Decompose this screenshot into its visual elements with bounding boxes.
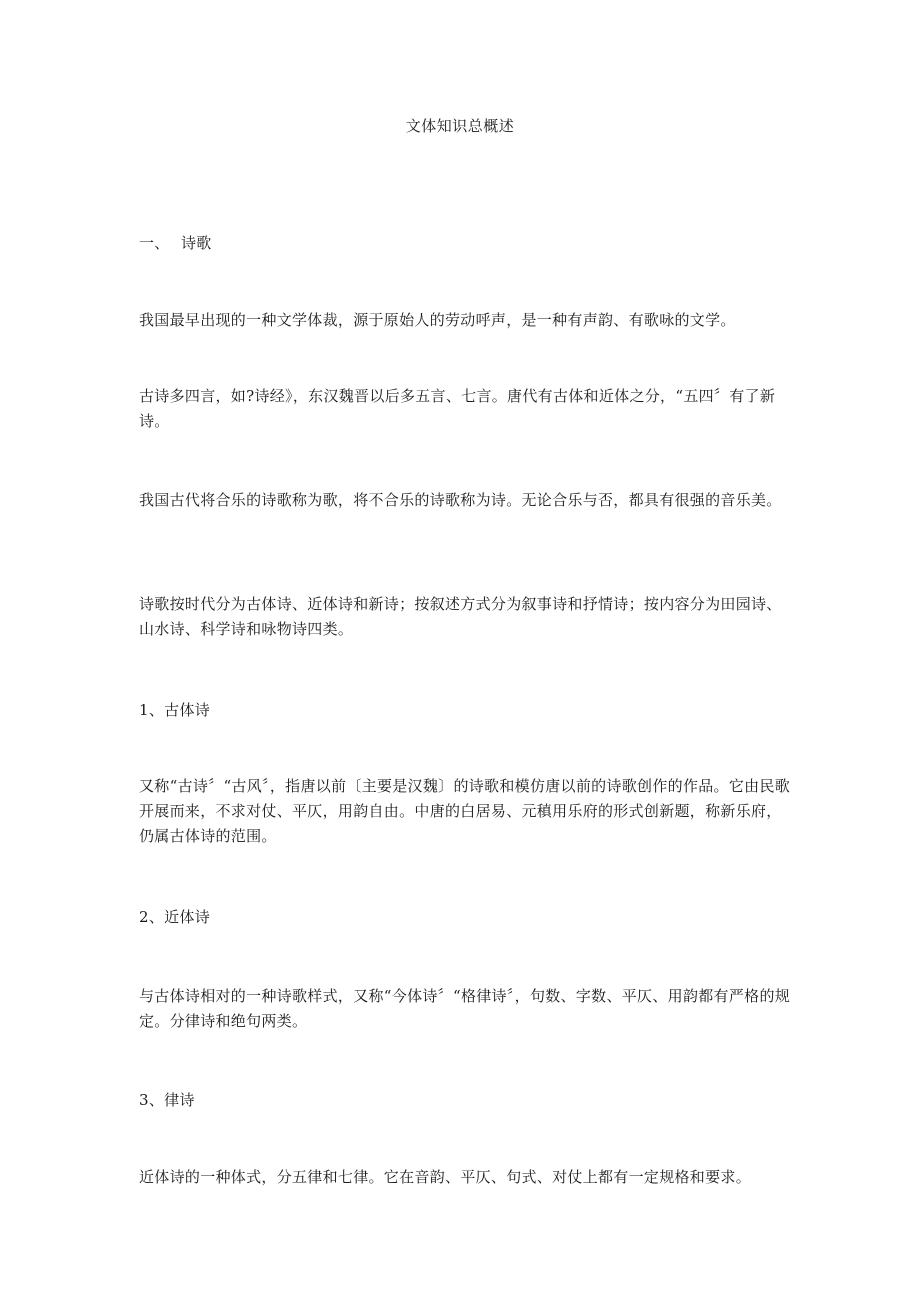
subsection-paragraph: 与古体诗相对的一种诗歌样式，又称“今体诗〞“格律诗〞，句数、字数、平仄、用韵都有严格的规定。分律诗和绝句两类。 <box>139 987 791 1030</box>
paragraph: 诗歌按时代分为古体诗、近体诗和新诗；按叙述方式分为叙事诗和抒情诗；按内容分为田园诗、山水诗、科学诗和咏物诗四类。 <box>139 595 782 638</box>
paragraph: 古诗多四言，如?诗经》，东汉魏晋以后多五言、七言。唐代有古体和近体之分，“五四〞有了新诗。 <box>139 387 776 430</box>
section-heading-poetry <box>139 231 794 256</box>
subsection-paragraph: 又称“古诗〞“古风〞，指唐以前〔主要是汉魏〕的诗歌和模仿唐以前的诗歌创作的作品。它由民歌开展而来，不求对仗、平仄，用韵自由。中唐的白居易、元稹用乐府的形式创新题，称新乐府，仍属古体诗的范围。 <box>139 777 791 845</box>
paragraph: 我国最早出现的一种文学体裁，源于原始人的劳动呼声，是一种有声韵、有歌咏的文学。 <box>139 311 736 329</box>
subsection-heading-ancient-poetry: 1、古体诗 <box>139 701 211 719</box>
subsection-heading-regulated-verse: 3、律诗 <box>139 1091 195 1109</box>
subsection-heading-modern-style-poetry: 2、近体诗 <box>139 908 211 926</box>
subsection-paragraph: 近体诗的一种体式，分五律和七律。它在音韵、平仄、句式、对仗上都有一定规格和要求。 <box>139 1168 752 1186</box>
section-number: 一、 <box>139 234 170 252</box>
document-title: 文体知识总概述 <box>405 117 515 135</box>
section-label: 诗歌 <box>181 234 212 252</box>
paragraph: 我国古代将合乐的诗歌称为歌，将不合乐的诗歌称为诗。无论合乐与否，都具有很强的音乐美。 <box>139 491 782 509</box>
